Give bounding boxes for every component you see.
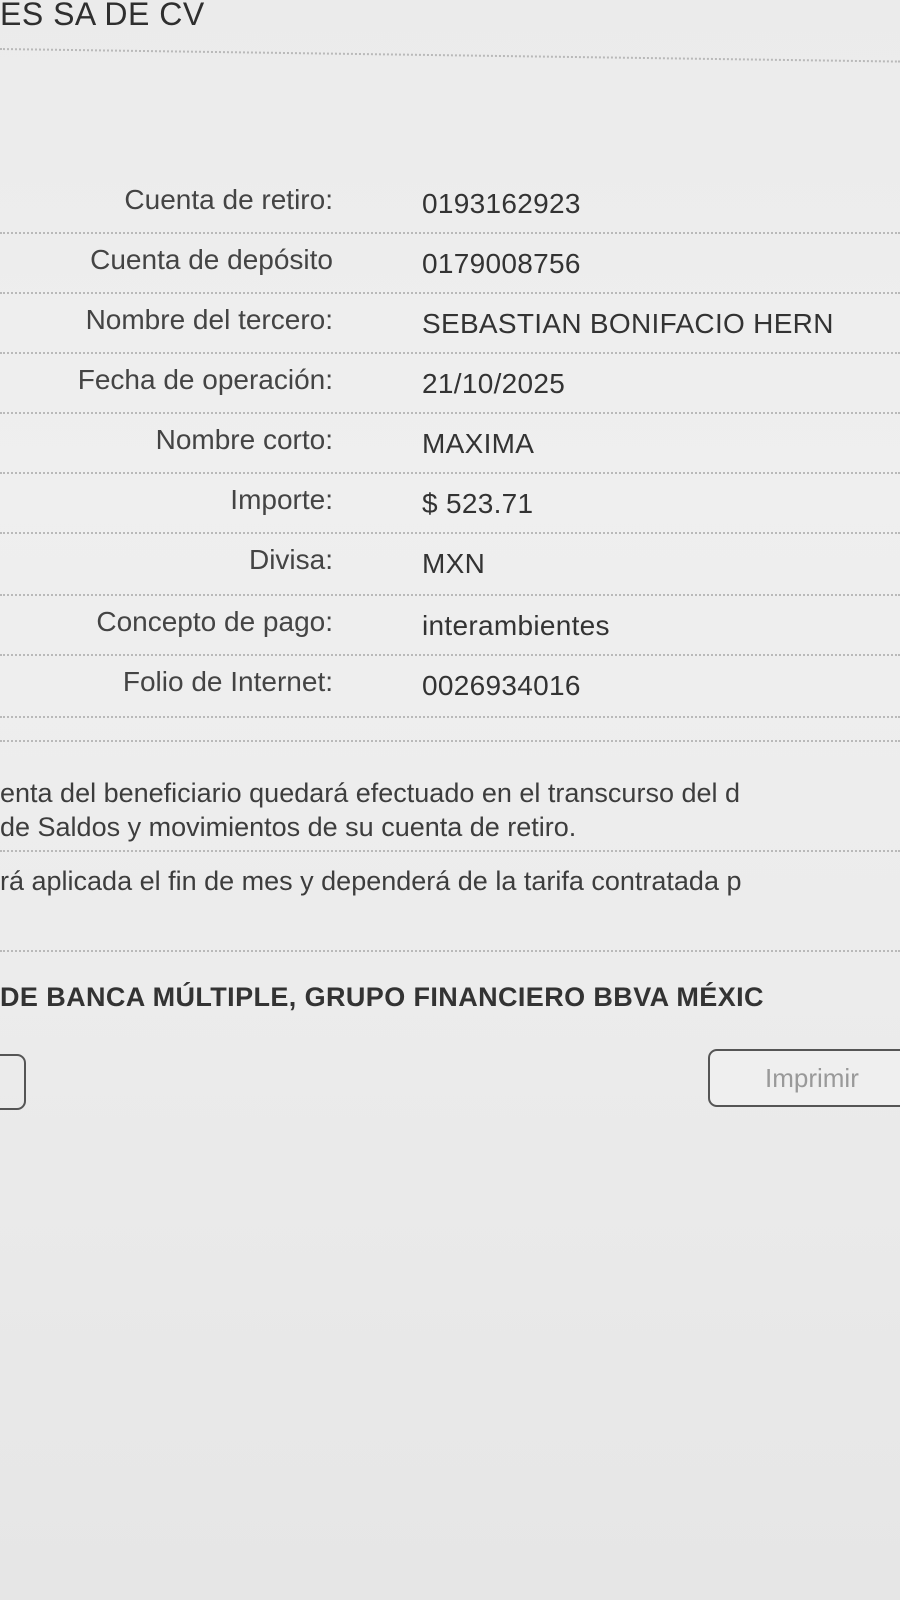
divider [0,950,900,952]
detail-value: SEBASTIAN BONIFACIO HERN [422,308,834,339]
divider [0,412,900,414]
divider [0,740,900,742]
bank-name: DE BANCA MÚLTIPLE, GRUPO FINANCIERO BBVA MÉXIC [0,982,764,1012]
detail-value: MXN [422,548,486,579]
detail-label: Importe: [230,484,333,515]
divider [0,850,900,852]
detail-row-fecha-operacion [0,364,900,424]
detail-row-nombre-corto [0,424,900,484]
detail-row-nombre-tercero [0,304,900,364]
detail-value: MAXIMA [422,428,535,459]
note-line: de Saldos y movimientos de su cuenta de retiro. [0,812,577,842]
detail-value: $ 523.71 [422,488,534,519]
detail-label: Divisa: [248,544,333,575]
divider [0,532,900,534]
print-button[interactable]: Imprimir [708,1049,900,1107]
company-name: ES SA DE CV [0,0,205,32]
detail-label: Fecha de operación: [77,364,333,395]
detail-label: Nombre del tercero: [85,304,333,335]
detail-value: 0193162923 [422,188,581,219]
detail-value: interambientes [422,610,610,641]
divider [0,654,900,656]
divider [0,594,900,596]
detail-label: Cuenta de depósito [90,244,333,275]
detail-row-cuenta-retiro [0,184,900,244]
left-button[interactable] [0,1054,26,1110]
detail-label: Concepto de pago: [96,606,333,637]
divider [0,292,900,294]
divider [0,472,900,474]
detail-row-cuenta-deposito [0,244,900,304]
divider [0,716,900,718]
detail-label: Cuenta de retiro: [124,184,333,215]
note-line: enta del beneficiario quedará efectuado en el transcurso del d [0,778,741,808]
detail-label: Folio de Internet: [122,666,333,697]
detail-value: 21/10/2025 [422,368,566,399]
detail-label: Nombre corto: [155,424,333,455]
divider [0,232,900,234]
detail-value: 0026934016 [422,670,581,701]
note-line: rá aplicada el fin de mes y dependerá de la tarifa contratada p [0,866,742,896]
divider [0,352,900,354]
detail-value: 0179008756 [422,248,581,279]
detail-row-concepto-pago [0,606,900,666]
divider [0,48,900,63]
detail-row-importe [0,484,900,544]
